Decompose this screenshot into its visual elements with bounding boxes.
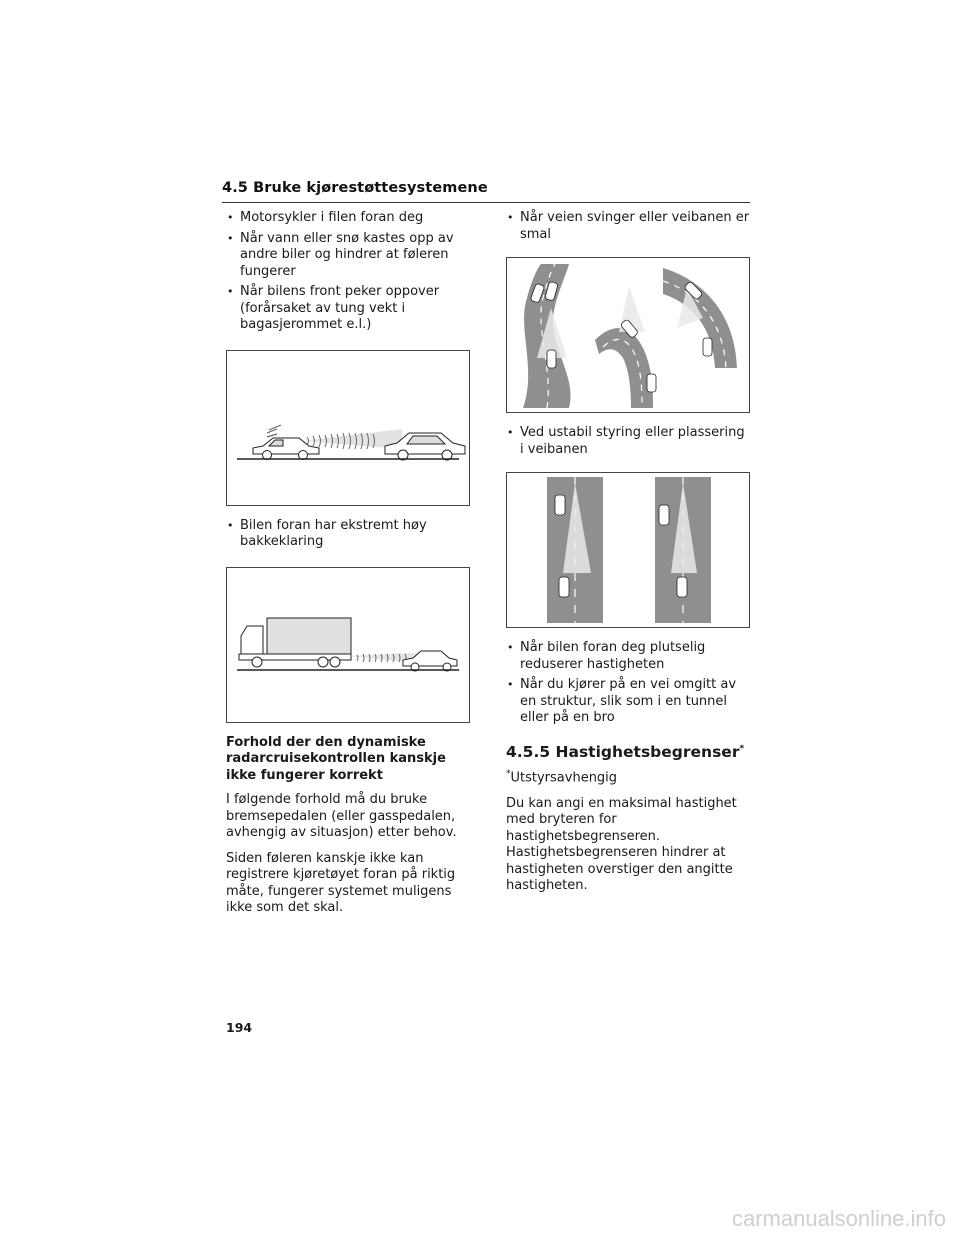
note-text: Utstyrsavhengig — [510, 770, 618, 786]
bullet-list — [226, 210, 470, 334]
footnote-mark: * — [506, 769, 511, 780]
list-item: • Bilen foran har ekstremt høy bakkeklaring — [226, 518, 470, 551]
figure-high-clearance — [226, 567, 470, 723]
list-item: • Når bilens front peker oppover (forårsaket av tung vekt i bagasjerommet e.l.) — [226, 284, 470, 334]
bullet-list — [506, 640, 752, 727]
page-number: 194 — [226, 1020, 253, 1035]
footnote-mark: * — [739, 743, 745, 754]
equipment-note — [506, 766, 752, 787]
list-item: • Når du kjører på en vei omgitt av en struktur, slik som i en tunnel eller på en bro — [506, 677, 752, 727]
watermark-text: carmanualsonline.info — [731, 1206, 946, 1231]
figure-curved-road — [506, 257, 750, 413]
subheading: Forhold der den dynamiske radarcruisekontrollen kanskje ikke fungerer korrekt — [226, 734, 446, 783]
paragraph: Du kan angi en maksimal hastighet med bryteren for hastighetsbegrenseren. Hastighetsbegrenseren hindrer at hastigheten overstiger den angitte hastigheten. — [506, 795, 737, 894]
paragraph: Siden føleren kanskje ikke kan registrere kjøretøyet foran på riktig måte, fungerer systemet muligens ikke som det skal. — [226, 850, 456, 915]
section-heading-text: 4.5.5 Hastighetsbegrenser — [506, 742, 740, 761]
paragraph: I følgende forhold må du bruke bremsepedalen (eller gasspedalen, avhengig av situasjon) etter behov. — [226, 792, 457, 840]
truck — [239, 618, 351, 667]
page-header — [222, 180, 750, 203]
right-column — [506, 210, 752, 904]
figure-low-car-ahead — [226, 350, 470, 506]
list-item: • Ved ustabil styring eller plassering i veibanen — [506, 425, 752, 458]
section-title: 4.5 Bruke kjørestøttesystemene — [222, 180, 488, 196]
list-item: • Når veien svinger eller veibanen er smal — [506, 210, 752, 243]
bullet-list — [506, 425, 752, 458]
header-rule — [222, 202, 750, 203]
illustration-lane-position — [507, 473, 749, 627]
list-item: • Når vann eller snø kastes opp av andre biler og hindrer at føleren fungerer — [226, 231, 470, 281]
illustration-curved-roads — [507, 258, 749, 412]
illustration-radar-sedans — [227, 351, 469, 505]
list-item: • Når bilen foran deg plutselig reduserer hastigheten — [506, 640, 752, 673]
figure-unstable-steering — [506, 472, 750, 628]
section-heading — [506, 741, 752, 761]
bullet-list — [506, 210, 752, 243]
bullet-list — [226, 518, 470, 551]
illustration-truck-ahead — [227, 568, 469, 722]
list-item: • Motorsykler i filen foran deg — [226, 210, 470, 227]
left-column — [226, 210, 470, 926]
